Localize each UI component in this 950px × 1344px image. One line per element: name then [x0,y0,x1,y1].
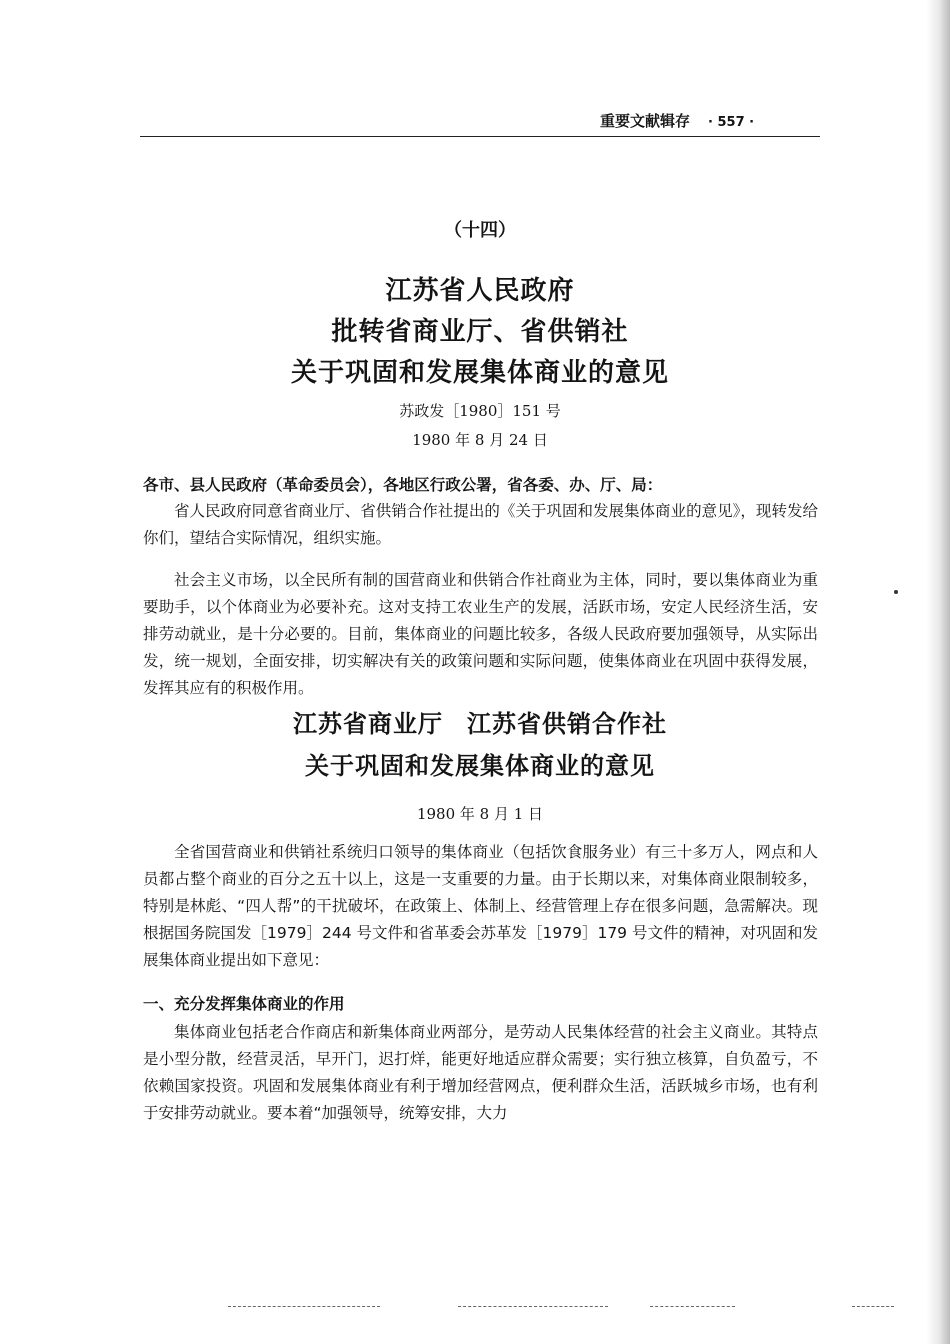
doc2-title-line-2: 关于巩固和发展集体商业的意见 [305,752,655,780]
doc1-date: 1980 年 8 月 24 日 [412,431,548,449]
doc1-title-line-3: 关于巩固和发展集体商业的意见 [290,358,669,388]
page-number: · 557 · [708,115,755,130]
doc2-title-line-1 [140,704,820,739]
running-header [600,110,810,131]
doc1-paragraph-2: 社会主义市场，以全民所有制的国营商业和供销合作社商业为主体，同时，要以集体商业为重要助手，以个体商业为必要补充。这对支持工农业生产的发展，活跃市场，安定人民经济生活，安排劳动就业，是十分必要的。目前，集体商业的问题比较多，各级人民政府要加强领导，从实际出发，统一规划，全面安排，切实解决有关的政策问题和实际问题，使集体商业在巩固中获得发展，发挥其应有的积极作用。 [143,571,818,697]
header-section-title: 重要文献辑存 [600,112,691,130]
doc2-section-paragraph: 集体商业包括老合作商店和新集体商业两部分，是劳动人民集体经营的社会主义商业。其特点是小型分散，经营灵活，早开门，迟打烊，能更好地适应群众需要；实行独立核算，自负盈亏，不依赖国家投资。巩固和发展集体商业有利于增加经营网点，便利群众生活，活跃城乡市场，也有利于安排劳动就业。要本着“加强领导，统筹安排，大力 [143,1023,818,1122]
doc2-title-issuer-2: 江苏省供销合作社 [467,710,667,738]
document-sequence: （十四） [444,220,516,241]
scan-artifact-line [852,1306,894,1307]
doc2-section-heading: 一、充分发挥集体商业的作用 [143,995,345,1013]
doc1-document-number: 苏政发［1980］151 号 [399,402,561,420]
doc2-intro-paragraph: 全省国营商业和供销社系统归口领导的集体商业（包括饮食服务业）有三十多万人，网点和人员都占整个商业的百分之五十以上，这是一支重要的力量。由于长期以来，对集体商业限制较多，特别是林彪、“四人帮”的干扰破坏，在政策上、体制上、经营管理上存在很多问题，急需解决。现根据国务院国发［1979］244 号文件和省革委会苏革发［1979］179 号文件的精神，对巩固和发展集体商业提出如下意见： [143,843,818,969]
scan-artifact-line [458,1306,608,1307]
doc1-paragraph-1: 省人民政府同意省商业厅、省供销合作社提出的《关于巩固和发展集体商业的意见》，现转发给你们，望结合实际情况，组织实施。 [143,502,818,547]
doc2-date: 1980 年 8 月 1 日 [416,805,544,823]
scan-artifact-dot [894,590,898,594]
doc1-salutation: 各市、县人民政府（革命委员会），各地区行政公署，省各委、办、厅、局： [143,476,663,494]
scan-artifact-line [650,1306,735,1307]
scan-page-edge [926,0,950,1344]
doc1-title-line-1: 江苏省人民政府 [385,276,575,306]
scan-artifact-line [228,1306,380,1307]
header-rule [140,136,820,137]
doc1-title-line-2: 批转省商业厅、省供销社 [331,317,629,347]
doc2-title-issuer-1: 江苏省商业厅 [293,710,443,738]
